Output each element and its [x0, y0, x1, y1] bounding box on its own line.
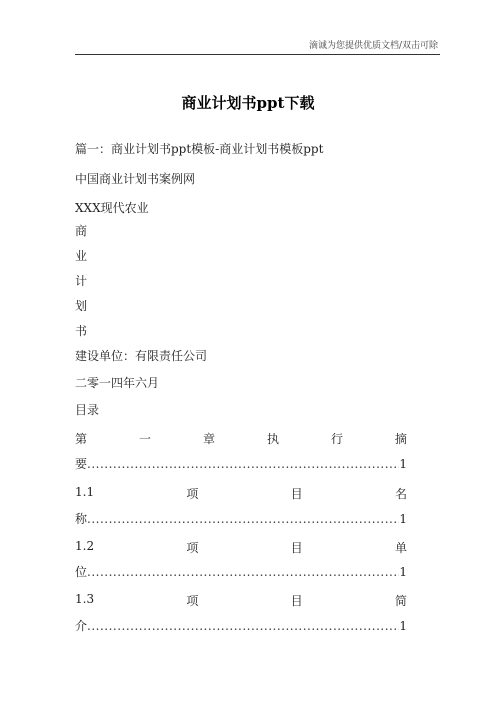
toc-entry-spread: 1.2 项 目 单 — [75, 539, 407, 555]
toc-entry-leader: 介 ..... 1 — [75, 617, 407, 634]
toc-page-number: 1 — [399, 457, 407, 471]
toc-entry-leader: 位 ..... 1 — [75, 563, 407, 580]
dot-leader — [87, 512, 399, 526]
body-line: 建设单位：有限责任公司 — [75, 349, 208, 363]
toc-page-number: 1 — [399, 619, 407, 633]
header-note: 滴诚为您提供优质文档/双击可除 — [308, 41, 438, 51]
toc-entry-leader: 要 ..... 1 — [75, 455, 407, 472]
document-title: 商业计划书ppt下载 — [181, 94, 315, 112]
toc-entry-spread: 1.1 项 目 名 — [75, 485, 407, 501]
toc-page-number: 1 — [399, 565, 407, 579]
dot-leader — [87, 565, 399, 579]
body-line: XXX现代农业 — [75, 201, 149, 215]
toc-entry-spread: 第 一 章 执 行 摘 — [75, 432, 407, 446]
body-line: 划 — [75, 299, 88, 313]
body-line: 商 — [75, 224, 88, 238]
body-line: 二零一四年六月 — [75, 376, 160, 390]
header-divider — [75, 54, 440, 55]
toc-page-number: 1 — [399, 512, 407, 526]
toc-entry-leader: 称 ..... 1 — [75, 510, 407, 527]
dot-leader — [87, 619, 399, 633]
body-line: 书 — [75, 324, 88, 338]
toc-entry-spread: 1.3 项 目 简 — [75, 592, 407, 608]
dot-leader — [87, 457, 399, 471]
body-line: 业 — [75, 249, 88, 263]
section-heading: 篇一：商业计划书ppt模板-商业计划书模板ppt — [75, 142, 324, 156]
body-line: 计 — [75, 274, 88, 288]
toc-heading: 目录 — [75, 403, 100, 417]
body-line: 中国商业计划书案例网 — [75, 172, 196, 186]
